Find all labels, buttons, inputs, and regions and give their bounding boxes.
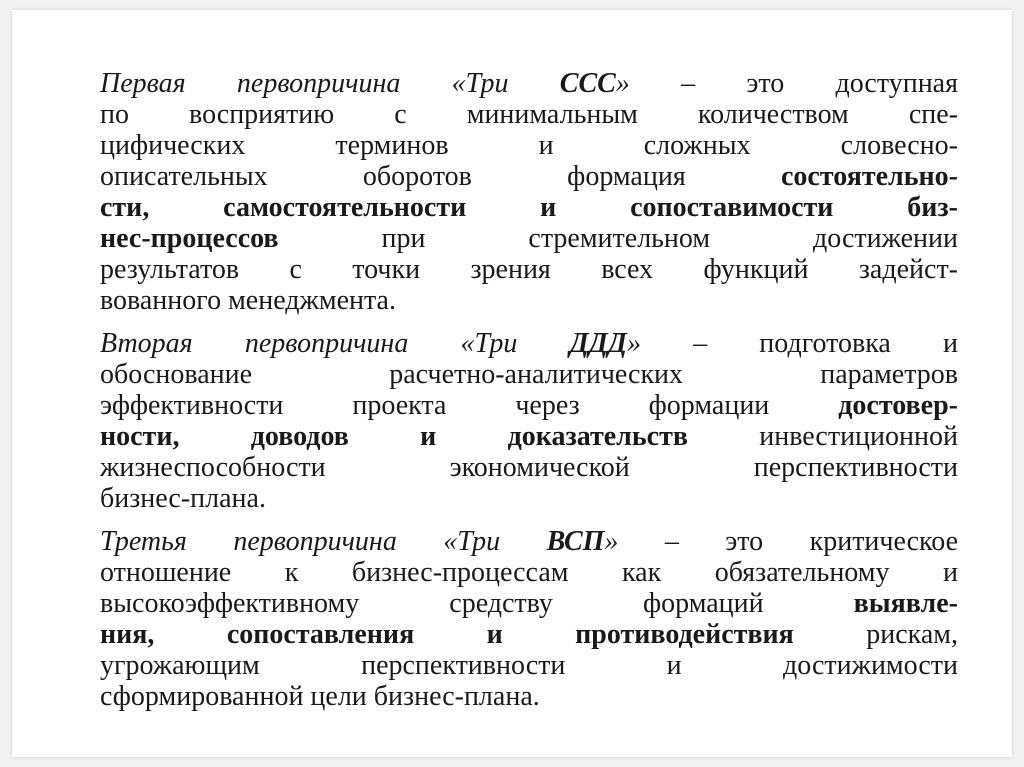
text-span: вованного менеджмента. [100,285,396,316]
text-span: ССС [559,68,616,99]
paragraph-first-cause [100,68,958,316]
text-line [100,254,958,285]
text-span: эффективности проекта через формации [100,390,839,421]
text-span: – это критическое [618,526,959,557]
slide-page [12,10,1012,757]
text-line [100,557,958,588]
text-line [100,619,958,650]
slide-text-body [100,68,958,724]
text-span: » [626,328,641,359]
text-line [100,359,958,390]
text-span: – это доступная [629,68,958,99]
text-span: состоятельно- [780,161,958,192]
text-span: высокоэффективному средству формаций [100,588,854,619]
text-line [100,161,958,192]
text-line [100,526,958,557]
text-line [100,68,958,99]
text-line [100,452,958,483]
text-span: достовер- [838,390,958,421]
text-span: » [615,68,630,99]
text-span: ДДД [569,328,627,359]
text-span: сти, самостоятельности и сопоставимости биз- [100,192,958,223]
text-span: бизнес-плана. [100,483,266,514]
text-line [100,421,958,452]
text-span: отношение к бизнес-процессам как обязательному и [100,557,958,588]
paragraph-third-cause [100,526,958,712]
text-span: ности, доводов и доказательств [100,421,688,452]
text-span: цифических терминов и сложных словесно- [100,130,958,161]
text-line [100,99,958,130]
text-span: нес-процессов [100,223,279,254]
text-span: рискам, [793,619,958,650]
text-span: сформированной цели бизнес-плана. [100,681,540,712]
text-line [100,588,958,619]
text-span: » [604,526,619,557]
paragraph-second-cause [100,328,958,514]
text-span: обоснование расчетно-аналитических параметров [100,359,958,390]
text-line [100,483,958,514]
text-line [100,390,958,421]
text-span: Вторая первопричина «Три [100,328,570,359]
text-span: выявле- [853,588,958,619]
text-span: Первая первопричина «Три [100,68,560,99]
text-line [100,130,958,161]
text-span: жизнеспособности экономической перспективности [100,452,958,483]
text-line [100,328,958,359]
text-span: – подготовка и [640,328,958,359]
text-span: угрожающим перспективности и достижимости [100,650,958,681]
text-span: результатов с точки зрения всех функций задейст- [100,254,958,285]
text-line [100,650,958,681]
text-line [100,223,958,254]
text-span: ВСП [546,526,605,557]
text-span: инвестиционной [687,421,958,452]
text-span: при стремительном достижении [278,223,958,254]
text-span: по восприятию с минимальным количеством спе- [100,99,958,130]
text-line [100,192,958,223]
text-line [100,285,958,316]
text-span: Третья первопричина «Три [100,526,547,557]
text-span: описательных оборотов формация [100,161,781,192]
text-span: ния, сопоставления и противодействия [100,619,794,650]
text-line [100,681,958,712]
